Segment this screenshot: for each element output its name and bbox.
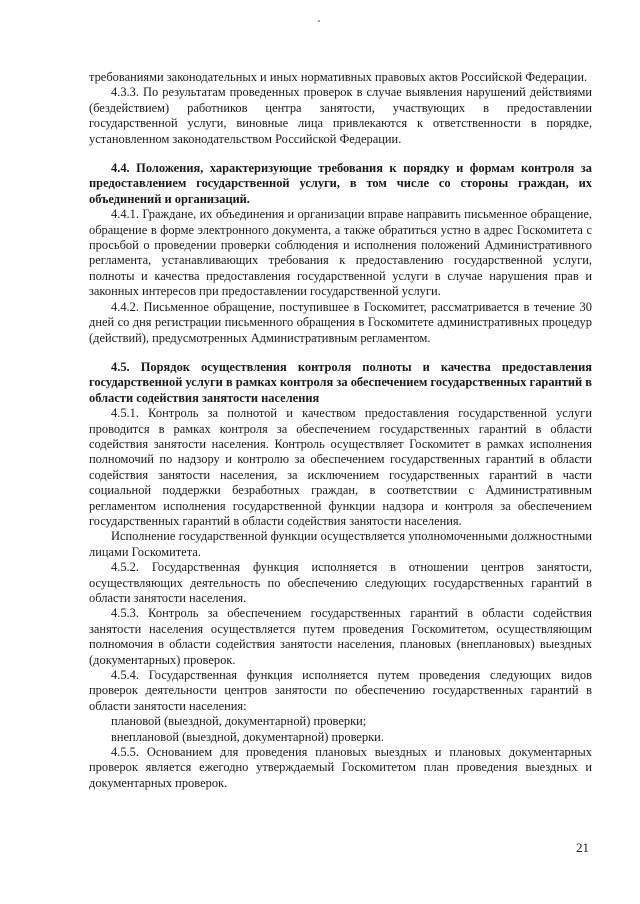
paragraph-4-4-1: 4.4.1. Граждане, их объединения и организации вправе направить письменное обращение, обращение в форме электронного документа, а также обратиться устно в адрес Госкомитета с просьбой о проведении проверки соблюдения и исполнения положений Административного регламента, устанавливающих требования к предоставлению государственной услуги, полноты и качества предоставления государственной услуги в случае нарушения прав и законных интересов при предоставлении государственной услуги. — [89, 207, 592, 299]
paragraph-4-4-2: 4.4.2. Письменное обращение, поступившее в Госкомитет, рассматривается в течение 30 дней со дня регистрации письменного обращения в Госкомитете административных процедур (действий), предусмотренных Административным регламентом. — [89, 299, 592, 345]
paragraph-execution: Исполнение государственной функции осуществляется уполномоченными должностными лицами Госкомитета. — [89, 529, 592, 559]
paragraph-4-5-2: 4.5.2. Государственная функция исполняется в отношении центров занятости, осуществляющих деятельность по обеспечению следующих государственных гарантий в области занятости населения. — [89, 560, 592, 605]
heading-4-4: 4.4. Положения, характеризующие требования к порядку и формам контроля за предоставлением государственной услуги, в том числе со стороны граждан, их объединений и организаций. — [89, 161, 592, 206]
paragraph-4-5-1: 4.5.1. Контроль за полнотой и качеством предоставления государственной услуги проводится в рамках контроля за обеспечением государственных гарантий в области содействия занятости населения. Контроль осуществляет Госкомитет в рамках исполнения полномочий по надзору и контролю за обеспечением государственных гарантий в области содействия занятости населения, за исключением государственных гарантий в части социальной поддержки безработных граждан, в соответствии с Административным регламентом исполнения государственной функции надзора и контроля за обеспечением государственных гарантий в области содействия занятости населения. — [89, 406, 592, 528]
list-item-planned-check: плановой (выездной, документарной) проверки; — [111, 714, 367, 729]
heading-4-5: 4.5. Порядок осуществления контроля полноты и качества предоставления государственной услуги в рамках контроля за обеспечением государственных гарантий в области содействия занятости населения — [89, 359, 592, 405]
list-item-unplanned-check: внеплановой (выездной, документарной) проверки. — [111, 729, 384, 744]
paragraph-continuation: требованиями законодательных и иных нормативных правовых актов Российской Федерации. — [89, 70, 588, 84]
document-body — [89, 70, 592, 791]
page-number: 21 — [576, 840, 589, 855]
scan-speck — [318, 20, 320, 22]
paragraph-4-5-3: 4.5.3. Контроль за обеспечением государственных гарантий в области содействия занятости населения осуществляется путем проведения Госкомитетом, осуществляющим полномочия в области содействия занятости населения, плановых (внеплановых) выездных (документарных) проверок. — [89, 606, 592, 667]
paragraph-4-5-4: 4.5.4. Государственная функция исполняется путем проведения следующих видов проверок деятельности центров занятости по обеспечению государственных гарантий в области занятости населения: — [89, 668, 592, 713]
paragraph-4-3-3: 4.3.3. По результатам проведенных проверок в случае выявления нарушений действиями (бездействием) работников центра занятости, участвующих в предоставлении государственной услуги, виновные лица привлекаются к ответственности в порядке, установленном законодательством Российской Федерации. — [89, 85, 592, 146]
paragraph-4-5-5: 4.5.5. Основанием для проведения плановых выездных и плановых документарных проверок является ежегодно утверждаемый Госкомитетом план проведения выездных и документарных проверок. — [89, 745, 592, 790]
